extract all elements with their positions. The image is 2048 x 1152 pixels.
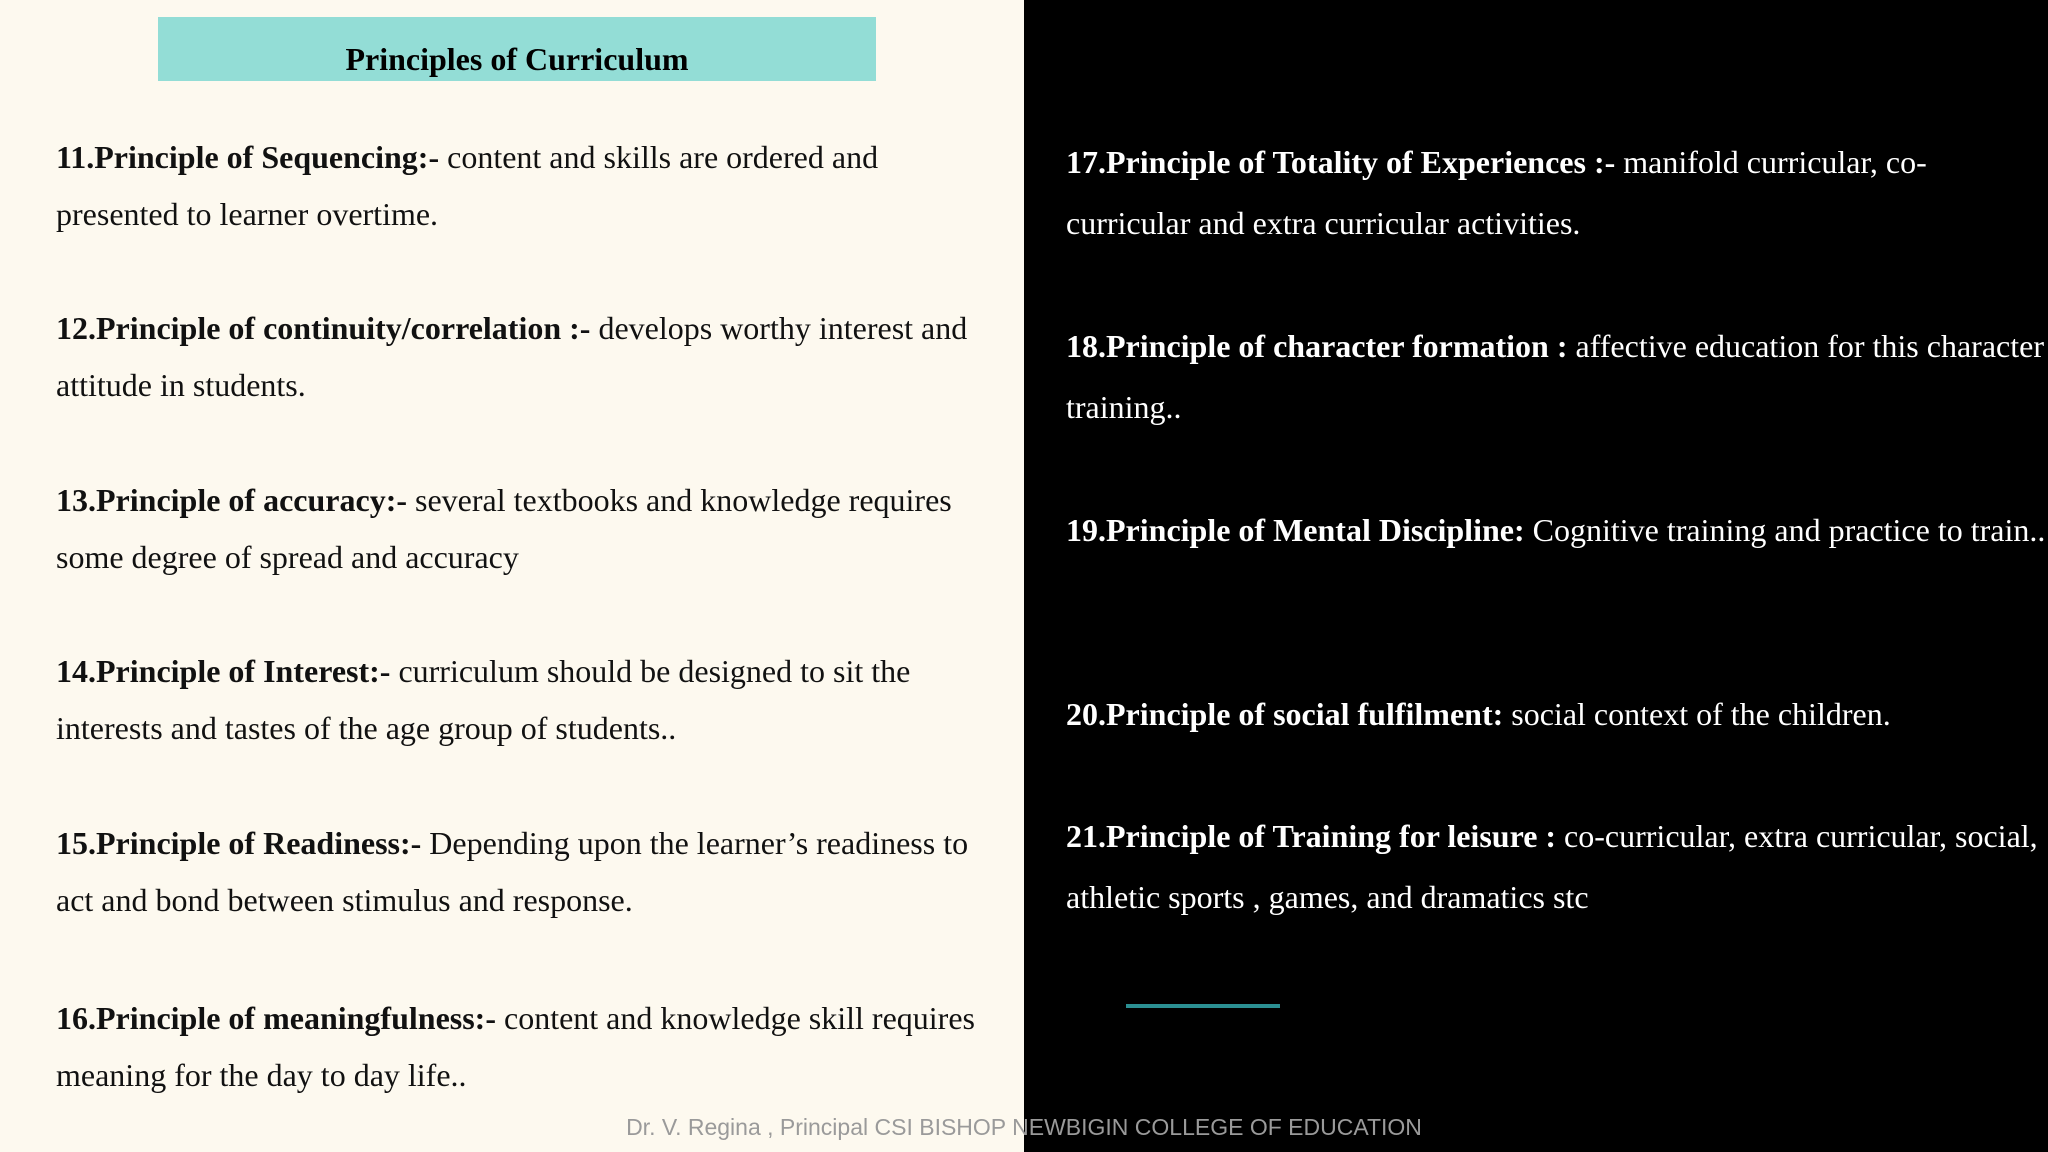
principle-text: manifold curricular, co-curricular and extra curricular activities. — [1066, 144, 1927, 241]
principle-heading: 21.Principle of Training for leisure : — [1066, 818, 1557, 854]
principle-text: content and skills are ordered and presented to learner overtime. — [56, 139, 879, 232]
accent-divider — [1126, 1004, 1280, 1008]
principle-heading: 16.Principle of meaningfulness:- — [56, 1000, 496, 1036]
principle-text: social context of the children. — [1503, 696, 1891, 732]
footer-credit: Dr. V. Regina , Principal CSI BISHOP NEWBIGIN COLLEGE OF EDUCATION — [626, 1114, 1422, 1140]
principle-heading: 15.Principle of Readiness:- — [56, 825, 422, 861]
principle-16 — [56, 990, 1006, 1104]
principle-20 — [1066, 684, 2046, 745]
principle-18 — [1066, 316, 2046, 438]
principle-heading: 12.Principle of continuity/correlation :- — [56, 310, 591, 346]
principle-14 — [56, 643, 1006, 757]
principle-heading: 13.Principle of accuracy:- — [56, 482, 407, 518]
principle-heading: 14.Principle of Interest:- — [56, 653, 391, 689]
title-banner — [158, 17, 876, 81]
principle-text: co-curricular, extra curricular, social, athletic sports , games, and dramatics stc — [1066, 818, 2038, 915]
principle-text: several textbooks and knowledge requires some degree of spread and accuracy — [56, 482, 952, 575]
principle-15 — [56, 815, 1006, 929]
principle-heading: 17.Principle of Totality of Experiences :- — [1066, 144, 1616, 180]
principle-11 — [56, 129, 1006, 243]
principle-12 — [56, 300, 1006, 414]
principle-text: Depending upon the learner’s readiness to act and bond between stimulus and response. — [56, 825, 969, 918]
principle-text: curriculum should be designed to sit the interests and tastes of the age group of students.. — [56, 653, 911, 746]
principle-heading: 18.Principle of character formation : — [1066, 328, 1568, 364]
principle-text: develops worthy interest and attitude in students. — [56, 310, 968, 403]
principle-text: content and knowledge skill requires meaning for the day to day life.. — [56, 1000, 975, 1093]
principle-heading: 11.Principle of Sequencing:- — [56, 139, 440, 175]
page-title: Principles of Curriculum — [345, 41, 689, 77]
principle-text: affective education for this character training.. — [1066, 328, 2044, 425]
principle-heading: 19.Principle of Mental Discipline: — [1066, 512, 1525, 548]
principle-text: Cognitive training and practice to train.. — [1524, 512, 2046, 548]
principle-heading: 20.Principle of social fulfilment: — [1066, 696, 1504, 732]
principle-13 — [56, 472, 1006, 586]
right-panel — [1024, 0, 2048, 1152]
principle-21 — [1066, 806, 2046, 928]
principle-17 — [1066, 132, 2046, 254]
principle-19 — [1066, 500, 2046, 561]
